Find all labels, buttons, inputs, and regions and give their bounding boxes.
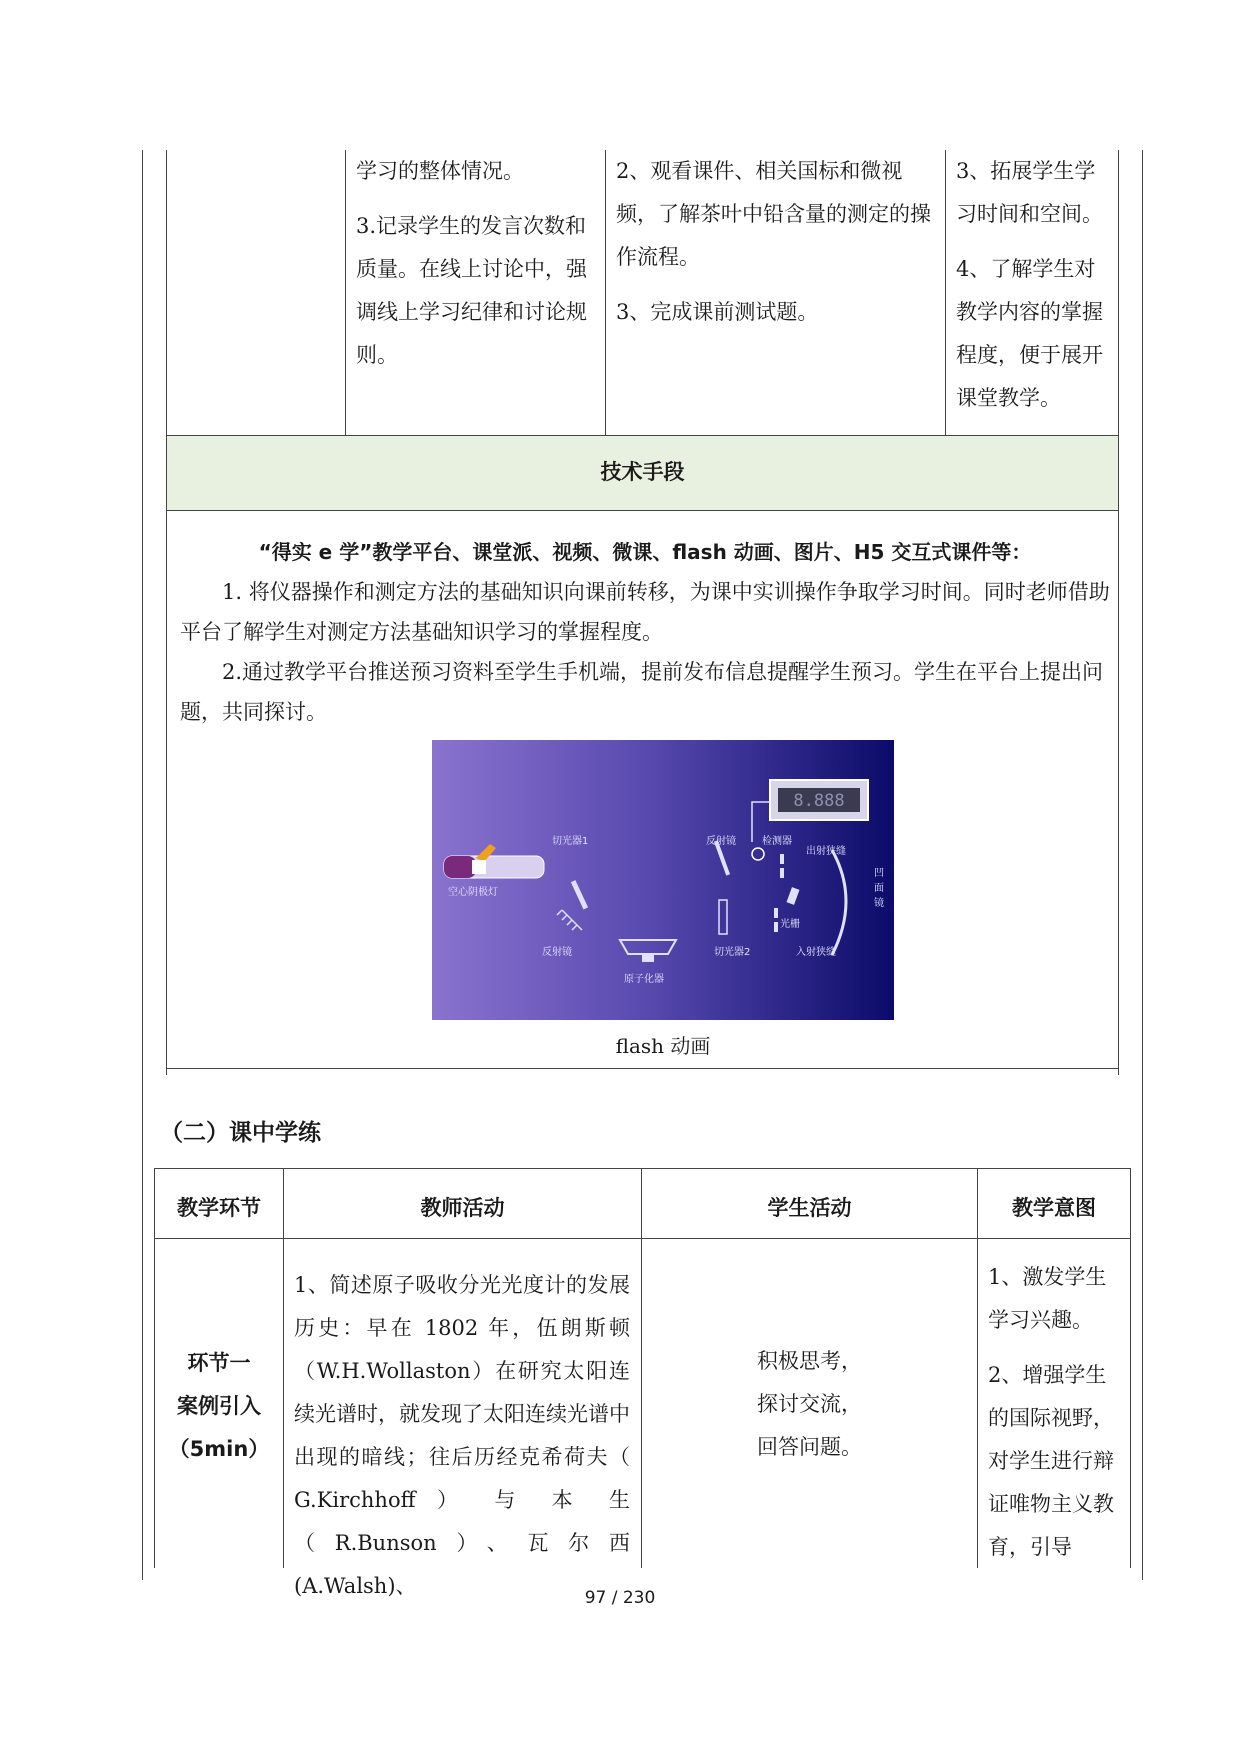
intent-2: 2、增强学生的国际视野，对学生进行辩证唯物主义教育，引导 [988,1363,1114,1559]
label-grating: 光栅 [780,919,800,930]
student-activity-1: 积极思考， [757,1349,862,1373]
label-exit-slit: 出射狭缝 [806,846,846,857]
table2-right-border [1130,1168,1131,1568]
page-right-border [1142,150,1143,1580]
tech-intro: “得实 e 学”教学平台、课堂派、视频、微课、flash 动画、图片、H5 交互式课件等： [258,540,1032,564]
header-intent: 教学意图 [1012,1196,1096,1220]
stage-duration: （5min） [168,1437,270,1461]
stage-name: 环节一 [187,1351,251,1375]
label-mirror-top: 反射镜 [706,836,736,847]
tech-item-2: 2.通过教学平台推送预习资料至学生手机端，提前发布信息提醒学生预习。学生在平台上提出问题，共同探讨。 [180,660,1104,724]
tech-heading: 技术手段 [600,460,685,484]
teacher-text-2: 3.记录学生的发言次数和质量。在线上讨论中，强调线上学习纪律和讨论规则。 [356,214,587,367]
col-separator-3 [945,150,946,435]
stage-title: 案例引入 [177,1394,261,1418]
label-mirror-bottom: 反射镜 [542,947,572,958]
table-bottom-rule [166,1068,1118,1069]
header-student: 学生活动 [767,1196,852,1220]
teacher-text-1: 学习的整体情况。 [356,159,524,183]
tech-body [180,532,1110,732]
col-separator-2 [605,150,606,435]
row-rule-2 [166,510,1118,511]
label-chopper2: 切光器2 [714,947,751,958]
table-right-border [1118,150,1119,1075]
table2-col-sep-1 [283,1168,284,1568]
intent-cell [988,1256,1125,1581]
table2-top-rule [154,1168,1130,1169]
student-activity-3: 回答问题。 [757,1435,862,1459]
student-activity-2: 探讨交流， [757,1392,862,1416]
student-cell-continued [616,150,938,346]
intent-text-1: 3、拓展学生学习时间和空间。 [956,159,1103,226]
teacher-cell-continued [356,150,596,389]
intent-text-2: 4、了解学生对教学内容的掌握程度，便于展开课堂教学。 [956,257,1103,410]
figure-caption: flash 动画 [615,1034,711,1058]
section-title: （二）课中学练 [160,1120,321,1146]
stage-cell [155,1342,283,1471]
table2-col-sep-3 [977,1168,978,1568]
intent-1: 1、激发学生学习兴趣。 [988,1265,1107,1332]
label-entrance-slit: 入射狭缝 [796,947,836,958]
label-detector: 检测器 [762,836,792,847]
label-atomizer: 原子化器 [624,974,664,985]
header-teacher: 教师活动 [420,1196,505,1220]
header-stage: 教学环节 [177,1196,261,1220]
student-text-1: 2、观看课件、相关国标和微视频，了解茶叶中铅含量的测定的操作流程。 [616,159,931,269]
label-lamp: 空心阴极灯 [448,887,498,898]
col-separator-1 [345,150,346,435]
label-chopper1: 切光器1 [552,836,589,847]
page-left-border [142,150,143,1580]
table2-header-rule [154,1238,1130,1239]
intent-cell-continued [956,150,1113,432]
display-readout: 8.888 [793,791,845,811]
student-activity-cell [642,1340,977,1469]
tech-item-1: 1. 将仪器操作和测定方法的基础知识向课前转移，为课中实训操作争取学习时间。同时老师借助平台了解学生对测定方法基础知识学习的掌握程度。 [180,580,1110,644]
label-concave: 凹面镜 [874,868,884,909]
student-text-2: 3、完成课前测试题。 [616,300,819,324]
table-left-border [166,150,167,1075]
page-number: 97 / 230 [584,1588,656,1608]
teacher-activity-cell: 1、简述原子吸收分光光度计的发展历史：早在 1802 年，伍朗斯顿（W.H.Wollaston）在研究太阳连续光谱时，就发现了太阳连续光谱中出现的暗线；往后历经克希荷夫（ G.Kirchhoff ） 与 本 生（R.Bunson）、瓦尔西(A.Walsh)、 [294,1273,630,1598]
